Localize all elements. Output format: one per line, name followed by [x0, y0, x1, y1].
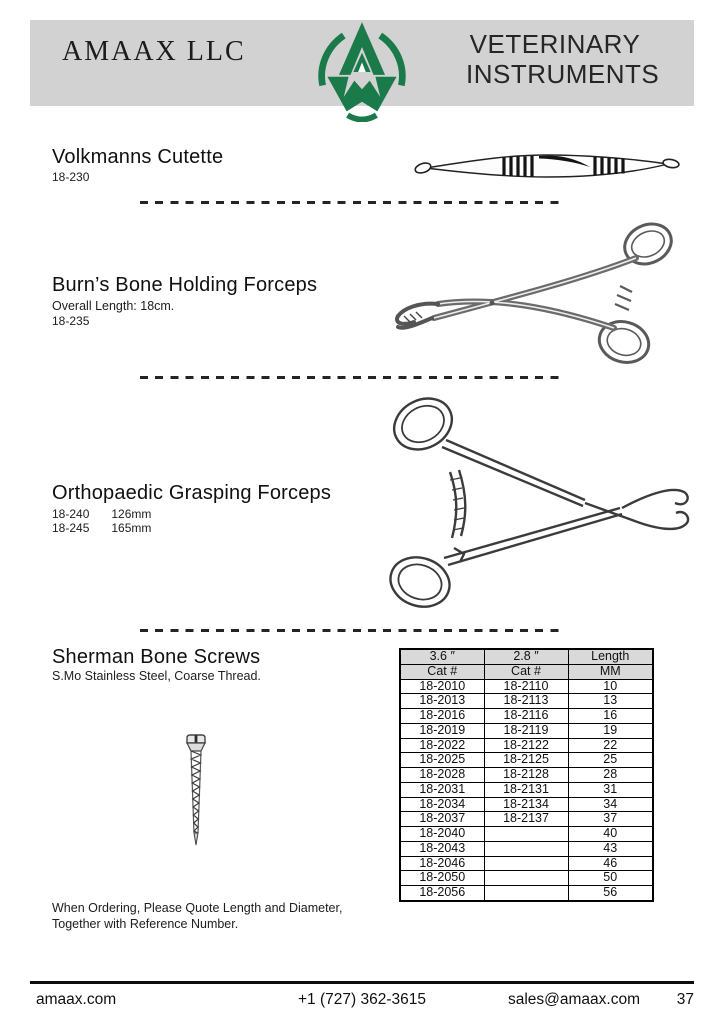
product-subtitle: Overall Length: 18cm. — [52, 299, 175, 313]
page-title-line1: VETERINARY — [469, 29, 641, 59]
table-cell: 18-2031 — [400, 782, 484, 797]
table-cell: 18-2037 — [400, 812, 484, 827]
table-cell: 18-2046 — [400, 856, 484, 871]
table-cell: 18-2110 — [484, 679, 568, 694]
section-divider — [140, 201, 564, 204]
table-cell: 50 — [568, 871, 653, 886]
table-cell: 18-2116 — [484, 709, 568, 724]
amaax-logo-icon — [314, 22, 410, 122]
col-length: Length — [568, 649, 653, 664]
table-cell: 18-2016 — [400, 709, 484, 724]
table-cell: 46 — [568, 856, 653, 871]
table-cell: 19 — [568, 723, 653, 738]
footer-website: amaax.com — [36, 991, 117, 1008]
product-subtitle: S.Mo Stainless Steel, Coarse Thread. — [52, 669, 261, 683]
table-cell: 18-2040 — [400, 827, 484, 842]
table-cell: 18-2013 — [400, 694, 484, 709]
col-mm: MM — [568, 664, 653, 679]
table-row — [400, 841, 653, 856]
footer-rule — [30, 981, 694, 984]
table-cell: 18-2034 — [400, 797, 484, 812]
bone-holding-forceps-image — [374, 216, 694, 368]
table-cell: 25 — [568, 753, 653, 768]
col-cat-1: Cat # — [400, 664, 484, 679]
product-code: 18-230 — [52, 170, 90, 184]
footer-phone: +1 (727) 362-3615 — [298, 991, 426, 1008]
table-row — [400, 768, 653, 783]
ordering-note-line2: Together with Reference Number. — [52, 917, 239, 931]
table-cell: 18-2122 — [484, 738, 568, 753]
table-cell: 18-2137 — [484, 812, 568, 827]
table-cell: 18-2119 — [484, 723, 568, 738]
table-row — [400, 856, 653, 871]
table-row — [400, 827, 653, 842]
table-cell: 37 — [568, 812, 653, 827]
section-divider — [140, 629, 564, 632]
ordering-note — [52, 900, 342, 932]
table-row — [400, 723, 653, 738]
variant-cat: 18-245 — [52, 521, 90, 535]
product-variant — [52, 521, 151, 535]
page-title-line2: INSTRUMENTS — [466, 59, 660, 89]
table-cell: 18-2050 — [400, 871, 484, 886]
table-cell: 18-2134 — [484, 797, 568, 812]
ordering-note-line1: When Ordering, Please Quote Length and Diameter, — [52, 901, 343, 915]
footer-page-number: 37 — [676, 991, 694, 1008]
table-cell: 18-2010 — [400, 679, 484, 694]
table-cell — [484, 856, 568, 871]
table-cell: 34 — [568, 797, 653, 812]
product-title-volkmanns-cutette: Volkmanns Cutette — [52, 146, 224, 168]
table-cell: 40 — [568, 827, 653, 842]
table-cell: 43 — [568, 841, 653, 856]
table-cell — [484, 841, 568, 856]
table-cell: 18-2019 — [400, 723, 484, 738]
table-header-row — [400, 664, 653, 679]
bone-screws-table — [399, 648, 654, 902]
table-cell: 18-2125 — [484, 753, 568, 768]
table-row — [400, 709, 653, 724]
table-cell: 28 — [568, 768, 653, 783]
table-row — [400, 812, 653, 827]
col-cat-2: Cat # — [484, 664, 568, 679]
table-row — [400, 797, 653, 812]
table-cell: 10 — [568, 679, 653, 694]
table-cell: 18-2128 — [484, 768, 568, 783]
product-title-burns-forceps: Burn’s Bone Holding Forceps — [52, 274, 318, 296]
section-divider — [140, 376, 564, 379]
variant-size: 126mm — [111, 507, 152, 521]
company-name: AMAAX LLC — [62, 36, 246, 67]
table-cell: 56 — [568, 886, 653, 901]
table-cell: 22 — [568, 738, 653, 753]
page-title — [466, 29, 660, 89]
table-cell: 18-2043 — [400, 841, 484, 856]
table-row — [400, 753, 653, 768]
table-row — [400, 694, 653, 709]
table-cell: 18-2056 — [400, 886, 484, 901]
table-cell: 18-2025 — [400, 753, 484, 768]
table-row — [400, 886, 653, 901]
footer-email: sales@amaax.com — [507, 991, 640, 1008]
curette-image — [412, 148, 682, 184]
table-cell — [484, 871, 568, 886]
grasping-forceps-image — [380, 390, 705, 615]
table-row — [400, 738, 653, 753]
table-row — [400, 782, 653, 797]
product-code: 18-235 — [52, 314, 90, 328]
table-row — [400, 871, 653, 886]
product-title-sherman-bone-screws: Sherman Bone Screws — [52, 646, 261, 668]
table-header-row — [400, 649, 653, 664]
variant-cat: 18-240 — [52, 507, 90, 521]
table-cell — [484, 827, 568, 842]
table-row — [400, 679, 653, 694]
table-cell: 18-2131 — [484, 782, 568, 797]
bone-screw-image — [181, 733, 211, 848]
table-cell: 18-2028 — [400, 768, 484, 783]
table-cell: 13 — [568, 694, 653, 709]
table-cell: 31 — [568, 782, 653, 797]
table-body — [400, 679, 653, 901]
col-2-8-inch: 2.8 ″ — [484, 649, 568, 664]
product-variant — [52, 507, 151, 521]
product-title-grasping-forceps: Orthopaedic Grasping Forceps — [52, 482, 332, 504]
variant-size: 165mm — [111, 521, 152, 535]
table-cell: 16 — [568, 709, 653, 724]
table-cell: 18-2113 — [484, 694, 568, 709]
col-3-6-inch: 3.6 ″ — [400, 649, 484, 664]
table-cell: 18-2022 — [400, 738, 484, 753]
table-cell — [484, 886, 568, 901]
